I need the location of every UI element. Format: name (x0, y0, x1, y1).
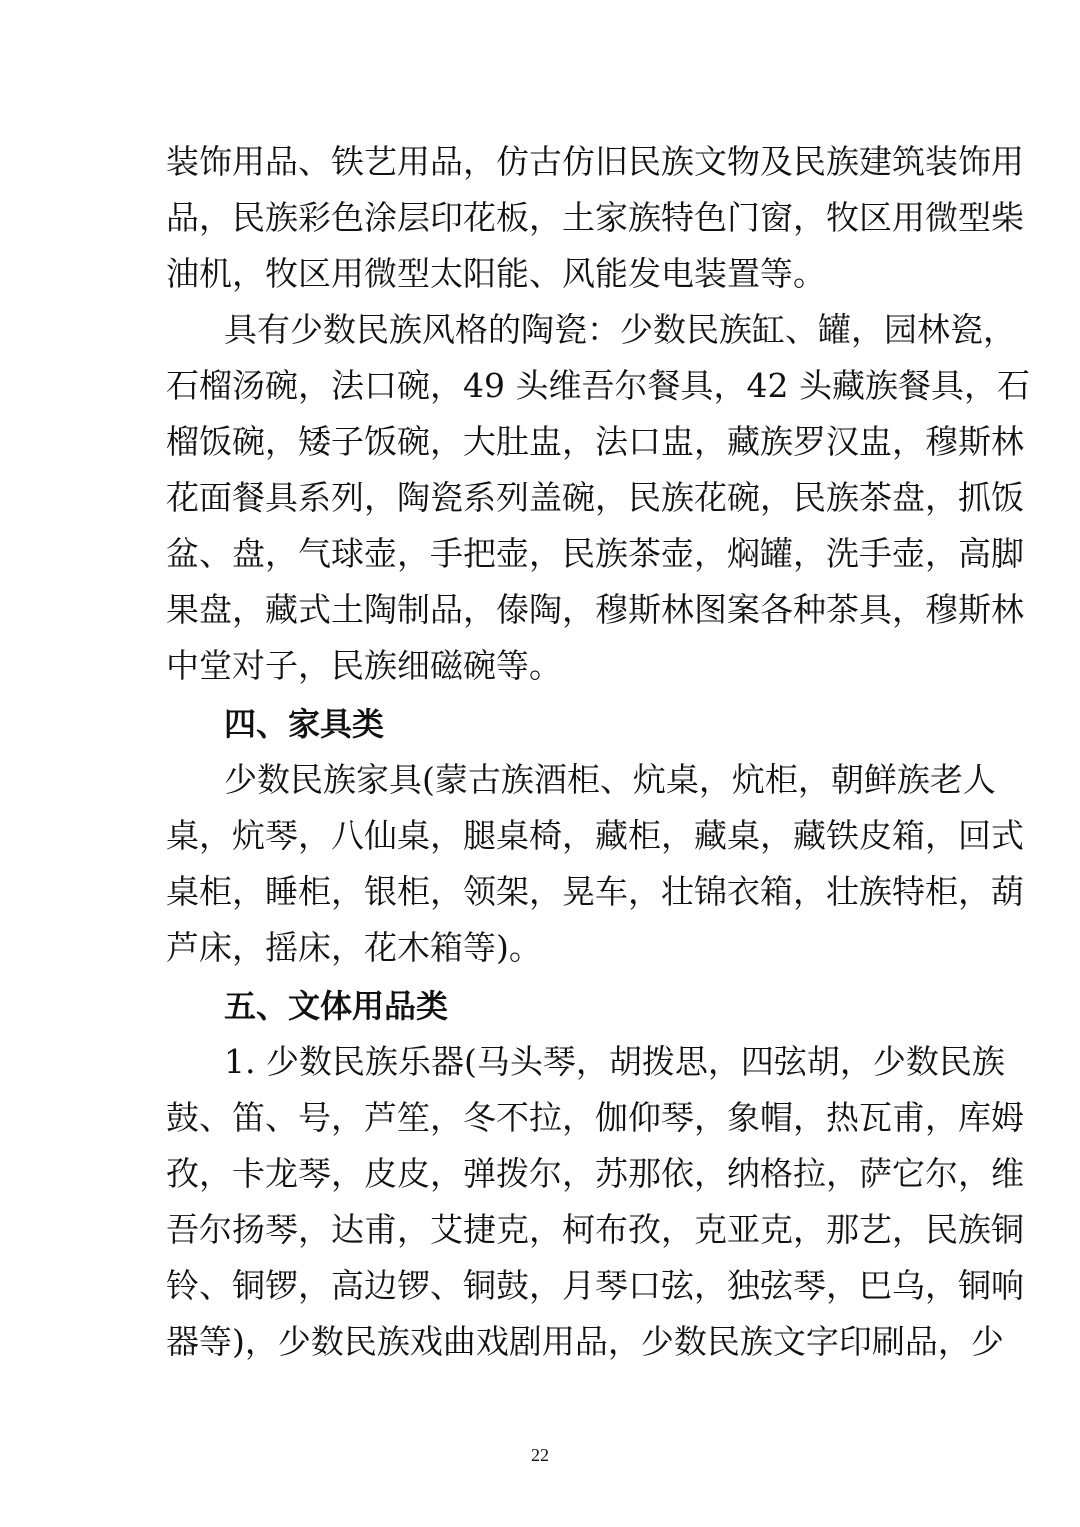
paragraph-line: 具有少数民族风格的陶瓷：少数民族缸、罐，园林瓷， (224, 310, 1016, 349)
paragraph-line: 芦床，摇床，花木箱等)。 (166, 928, 542, 967)
paragraph-line: 1. 少数民族乐器(马头琴，胡拨思，四弦胡，少数民族 (224, 1042, 1005, 1081)
paragraph-line: 桌，炕琴，八仙桌，腿桌椅，藏柜，藏桌，藏铁皮箱，回式 (166, 816, 1024, 855)
paragraph-line: 少数民族家具(蒙古族酒柜、炕桌，炕柜，朝鲜族老人 (224, 760, 996, 799)
paragraph-line: 装饰用品、铁艺用品，仿古仿旧民族文物及民族建筑装饰用 (166, 142, 1024, 181)
page-number: 22 (531, 1445, 549, 1465)
paragraph-line: 油机，牧区用微型太阳能、风能发电装置等。 (166, 254, 826, 293)
paragraph-line: 榴饭碗，矮子饭碗，大肚盅，法口盅，藏族罗汉盅，穆斯林 (166, 422, 1024, 461)
paragraph-line: 桌柜，睡柜，银柜，领架，晃车，壮锦衣箱，壮族特柜，葫 (166, 872, 1024, 911)
paragraph-line: 品，民族彩色涂层印花板，土家族特色门窗，牧区用微型柴 (166, 198, 1024, 237)
section-heading: 四、家具类 (224, 705, 385, 743)
paragraph-line: 吾尔扬琴，达甫，艾捷克，柯布孜，克亚克，那艺，民族铜 (166, 1210, 1024, 1249)
paragraph-line: 花面餐具系列，陶瓷系列盖碗，民族花碗，民族茶盘，抓饭 (166, 478, 1024, 517)
paragraph-line: 鼓、笛、号，芦笙，冬不拉，伽仰琴，象帽，热瓦甫，库姆 (166, 1098, 1024, 1137)
paragraph-line: 盆、盘，气球壶，手把壶，民族茶壶，焖罐，洗手壶，高脚 (166, 534, 1024, 573)
paragraph-line: 铃、铜锣，高边锣、铜鼓，月琴口弦，独弦琴，巴乌，铜响 (166, 1266, 1024, 1305)
paragraph-line: 石榴汤碗，法口碗，49 头维吾尔餐具，42 头藏族餐具，石 (166, 366, 1030, 405)
paragraph-line: 孜，卡龙琴，皮皮，弹拨尔，苏那依，纳格拉，萨它尔，维 (166, 1154, 1024, 1193)
paragraph-line: 果盘，藏式土陶制品，傣陶，穆斯林图案各种茶具，穆斯林 (166, 590, 1024, 629)
paragraph-line: 器等)，少数民族戏曲戏剧用品，少数民族文字印刷品，少 (166, 1322, 1004, 1361)
section-heading: 五、文体用品类 (224, 987, 449, 1025)
paragraph-line: 中堂对子，民族细磁碗等。 (166, 646, 562, 685)
